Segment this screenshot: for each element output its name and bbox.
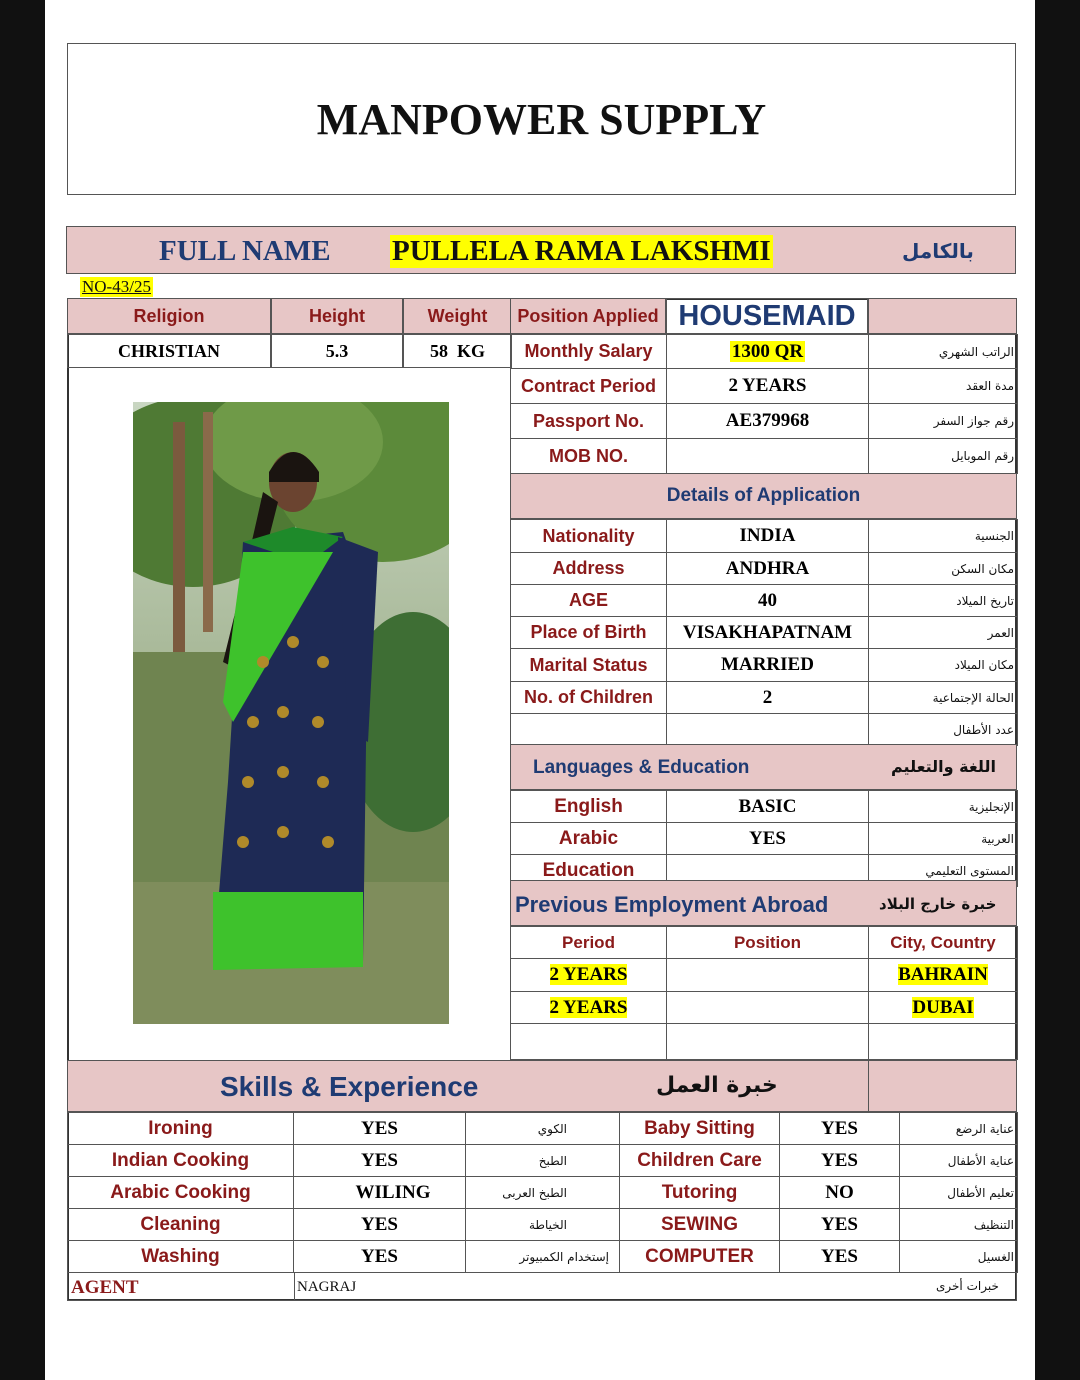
age-value: 40: [667, 585, 869, 617]
height-header: Height: [271, 298, 403, 334]
skill-arabic: عناية الرضع: [900, 1113, 1018, 1145]
skills-heading-bar: [67, 1060, 1017, 1112]
children-label: No. of Children: [511, 682, 667, 714]
employment-period: 2 YEARS: [549, 964, 628, 985]
full-name-label: FULL NAME: [159, 235, 331, 267]
arabic-label: Arabic: [511, 823, 667, 855]
skill-label: Ironing: [68, 1113, 294, 1145]
age-arabic: تاريخ الميلاد: [869, 585, 1018, 617]
reference-number: NO-43/25: [82, 277, 151, 296]
skill-arabic: عناية الأطفال: [900, 1145, 1018, 1177]
details-extra-label: [511, 714, 667, 746]
employment-place: BAHRAIN: [898, 964, 988, 985]
nationality-value: INDIA: [667, 520, 869, 553]
languages-heading: Languages & Education: [533, 757, 750, 778]
contract-table: [510, 334, 1018, 474]
contract-row: [511, 369, 1018, 404]
details-heading: Details of Application: [510, 473, 1017, 519]
religion-header: Religion: [67, 298, 271, 334]
employment-row: [511, 992, 1018, 1024]
details-row: [511, 682, 1018, 714]
skill-arabic: الطبخ: [466, 1145, 620, 1177]
skill-row: [68, 1241, 1018, 1273]
employment-position: [667, 1024, 869, 1060]
contract-row: [511, 404, 1018, 439]
contract-period-arabic: مدة العقد: [869, 369, 1018, 404]
skill-value: YES: [780, 1241, 900, 1273]
employment-period: 2 YEARS: [549, 996, 628, 1018]
marital-status-value: MARRIED: [667, 649, 869, 682]
skill-row: [68, 1145, 1018, 1177]
skill-arabic: تعليم الأطفال: [900, 1177, 1018, 1209]
details-row: [511, 585, 1018, 617]
skill-arabic: الغسيل: [900, 1241, 1018, 1273]
address-arabic: مكان السكن: [869, 553, 1018, 585]
details-extra-value: [667, 714, 869, 746]
skills-heading-arabic: خبرة العمل: [656, 1073, 778, 1098]
full-name-bar: [66, 226, 1016, 274]
nationality-label: Nationality: [511, 520, 667, 553]
passport-label: Passport No.: [511, 404, 667, 439]
details-row: [511, 520, 1018, 553]
position-header: Position: [667, 927, 869, 959]
employment-period-cell: [511, 992, 667, 1024]
full-name-arabic: بالكامل: [902, 239, 974, 263]
skills-heading-divider: [868, 1061, 869, 1111]
agent-value: NAGRAJ: [297, 1279, 357, 1295]
skill-arabic: إستخدام الكمبيوتر: [466, 1241, 620, 1273]
employment-heading: Previous Employment Abroad: [515, 892, 829, 917]
place-of-birth-label: Place of Birth: [511, 617, 667, 649]
skill-label: Tutoring: [620, 1177, 780, 1209]
children-arabic: الحالة الإجتماعية: [869, 682, 1018, 714]
details-row: [511, 617, 1018, 649]
skills-heading: Skills & Experience: [220, 1071, 479, 1102]
employment-row: [511, 959, 1018, 992]
skill-value: WILING: [294, 1177, 466, 1209]
language-row: [511, 791, 1018, 823]
arabic-value: YES: [667, 823, 869, 855]
nationality-arabic: الجنسية: [869, 520, 1018, 553]
page-title: MANPOWER SUPPLY: [316, 94, 767, 144]
skill-value: YES: [294, 1145, 466, 1177]
contract-row: [511, 439, 1018, 474]
contract-row: [511, 335, 1018, 369]
skill-value: YES: [294, 1241, 466, 1273]
skill-value: YES: [780, 1209, 900, 1241]
arabic-arabic: العربية: [869, 823, 1018, 855]
city-country-header: City, Country: [869, 927, 1018, 959]
position-applied-label: Position Applied: [510, 298, 666, 334]
employment-position: [667, 992, 869, 1024]
skill-row: [68, 1209, 1018, 1241]
employment-position: [667, 959, 869, 992]
title-box: [67, 43, 1016, 195]
languages-heading-arabic: اللغة والتعليم: [891, 757, 996, 776]
height-value: 5.3: [271, 334, 403, 368]
marital-status-arabic: مكان الميلاد: [869, 649, 1018, 682]
passport-value: AE379968: [667, 404, 869, 439]
education-arabic: المستوى التعليمي: [869, 855, 1018, 887]
employment-period: [511, 1024, 667, 1060]
cv-page: [45, 0, 1035, 1380]
english-value: BASIC: [667, 791, 869, 823]
mobile-value: [667, 439, 869, 474]
skill-value: YES: [780, 1145, 900, 1177]
details-extra-arabic: عدد الأطفال: [869, 714, 1018, 746]
skill-label: Baby Sitting: [620, 1113, 780, 1145]
mobile-label: MOB NO.: [511, 439, 667, 474]
salary-arabic: الراتب الشهري: [869, 335, 1018, 369]
skill-row: [68, 1177, 1018, 1209]
skill-arabic: الخياطة: [466, 1209, 620, 1241]
education-label: Education: [511, 855, 667, 887]
religion-value: CHRISTIAN: [67, 334, 271, 368]
contract-period-value: 2 YEARS: [667, 369, 869, 404]
skill-value: NO: [780, 1177, 900, 1209]
employment-place: [869, 1024, 1018, 1060]
english-arabic: الإنجليزية: [869, 791, 1018, 823]
skill-arabic: التنظيف: [900, 1209, 1018, 1241]
position-applied-arabic: [868, 298, 1017, 334]
agent-row: [67, 1272, 1017, 1301]
skill-row: [68, 1113, 1018, 1145]
skill-value: YES: [294, 1113, 466, 1145]
details-table: [510, 519, 1018, 746]
skill-label: Arabic Cooking: [68, 1177, 294, 1209]
skill-arabic: الطبخ العربى: [466, 1177, 620, 1209]
details-row: [511, 553, 1018, 585]
period-header: Period: [511, 927, 667, 959]
skill-value: YES: [294, 1209, 466, 1241]
details-row: [511, 649, 1018, 682]
language-row: [511, 823, 1018, 855]
skill-label: Indian Cooking: [68, 1145, 294, 1177]
salary-label: Monthly Salary: [511, 335, 667, 369]
skill-label: Washing: [68, 1241, 294, 1273]
skills-table: [67, 1112, 1018, 1273]
employment-place-cell: [869, 959, 1018, 992]
marital-status-label: Marital Status: [511, 649, 667, 682]
address-label: Address: [511, 553, 667, 585]
employment-place: DUBAI: [912, 996, 974, 1018]
place-of-birth-value: VISAKHAPATNAM: [667, 617, 869, 649]
skill-label: COMPUTER: [620, 1241, 780, 1273]
candidate-photo: [133, 402, 449, 1024]
agent-divider: [294, 1273, 295, 1300]
english-label: English: [511, 791, 667, 823]
employment-table: [510, 926, 1018, 1060]
weight-value: 58 KG: [403, 334, 512, 368]
languages-heading-bar: [510, 744, 1017, 790]
age-label: AGE: [511, 585, 667, 617]
employment-header-row: [511, 927, 1018, 959]
place-of-birth-arabic: العمر: [869, 617, 1018, 649]
skill-value: YES: [780, 1113, 900, 1145]
skill-arabic: الكوي: [466, 1113, 620, 1145]
passport-arabic: رقم جواز السفر: [869, 404, 1018, 439]
details-row: [511, 714, 1018, 746]
children-value: 2: [667, 682, 869, 714]
full-name-value: PULLELA RAMA LAKSHMI: [392, 235, 771, 267]
salary-amount: 1300 QR: [731, 340, 804, 362]
salary-value: [667, 335, 869, 369]
employment-heading-arabic: خبرة خارج البلاد: [879, 895, 997, 913]
mobile-arabic: رقم الموبايل: [869, 439, 1018, 474]
weight-header: Weight: [403, 298, 512, 334]
address-value: ANDHRA: [667, 553, 869, 585]
languages-table: [510, 790, 1018, 887]
skill-label: Cleaning: [68, 1209, 294, 1241]
contract-period-label: Contract Period: [511, 369, 667, 404]
employment-period-cell: [511, 959, 667, 992]
employment-row: [511, 1024, 1018, 1060]
employment-heading-bar: [510, 880, 1017, 926]
agent-label: AGENT: [71, 1277, 139, 1298]
agent-arabic: خبرات أخرى: [936, 1279, 999, 1293]
position-applied-value: HOUSEMAID: [666, 298, 868, 334]
skill-label: Children Care: [620, 1145, 780, 1177]
skill-label: SEWING: [620, 1209, 780, 1241]
employment-place-cell: [869, 992, 1018, 1024]
